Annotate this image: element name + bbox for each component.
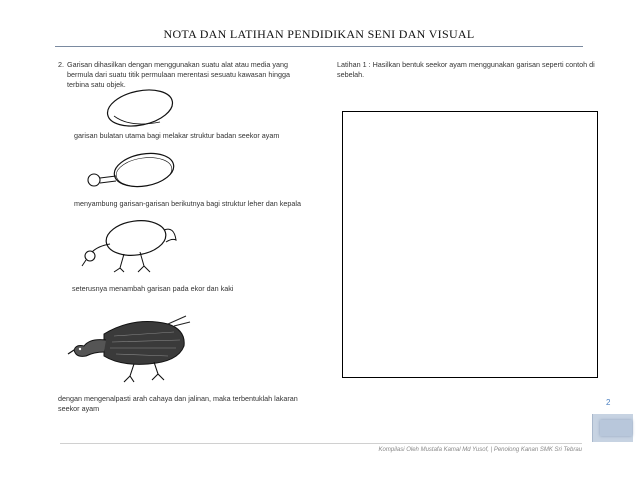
- step3-legs-tail-drawing: [80, 216, 180, 278]
- item-number: 2.: [58, 60, 64, 69]
- page-number: 2: [606, 398, 611, 407]
- intro-paragraph: [58, 60, 313, 90]
- final-paragraph: dengan mengenalpasti arah cahaya dan jalinan, maka terbentuklah lakaran seekor ayam: [58, 394, 298, 413]
- footer-credit: Kompilasi Oleh Mustafa Kamal Md Yusof, | Penolong Kanan SMK Sri Tebrau: [378, 447, 582, 453]
- step3-caption: seterusnya menambah garisan pada ekor dan kaki: [72, 284, 234, 293]
- exercise-instruction: Latihan 1 : Hasilkan bentuk seekor ayam menggunakan garisan seperti contoh di sebelah.: [337, 60, 595, 79]
- final-chicken-sketch: [64, 312, 194, 386]
- header-divider: [55, 46, 583, 47]
- intro-text: Garisan dihasilkan dengan menggunakan suatu alat atau media yang bermula dari suatu titik permulaan merentasi sesuatu kawasan hingga terbina satu objek.: [67, 60, 290, 89]
- step1-oval-drawing: [100, 86, 180, 130]
- step2-caption: menyambung garisan-garisan berikutnya bagi struktur leher dan kepala: [74, 199, 301, 208]
- page-title: NOTA DAN LATIHAN PENDIDIKAN SENI DAN VISUAL: [163, 27, 475, 41]
- drawing-answer-box[interactable]: [342, 111, 598, 378]
- footer-divider: [60, 443, 582, 444]
- page-corner-tab-inner: [600, 420, 632, 436]
- step2-body-head-drawing: [82, 150, 182, 192]
- step1-caption: garisan bulatan utama bagi melakar struktur badan seekor ayam: [74, 131, 280, 140]
